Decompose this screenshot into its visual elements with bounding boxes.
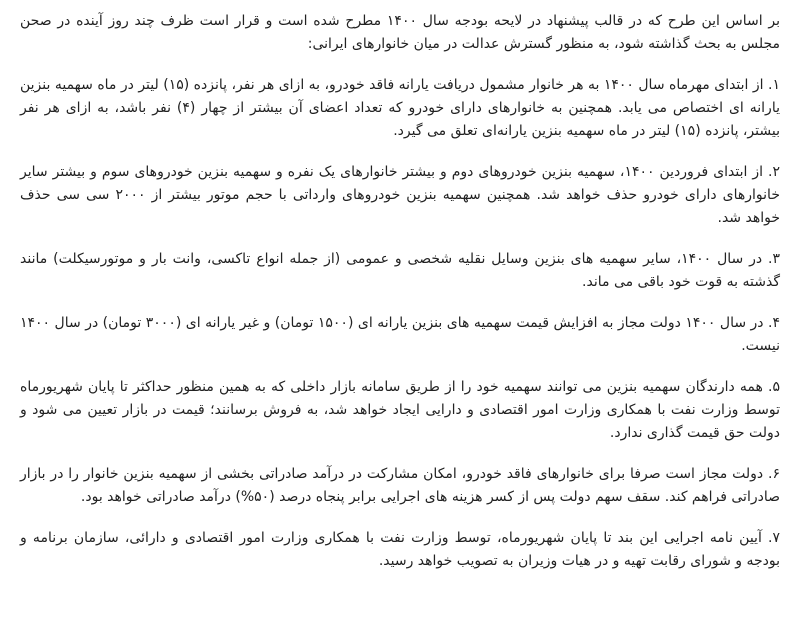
intro-paragraph: بر اساس این طرح که در قالب پیشنهاد در لایحه بودجه سال ۱۴۰۰ مطرح شده است و قرار است ظرف چند روز آینده در صحن مجلس به بحث گذاشته شود، به منظور گسترش عدالت در میان خانوارهای ایرانی:: [20, 13, 780, 52]
list-item-2: ۲. از ابتدای فروردین ۱۴۰۰، سهمیه بنزین خودروهای دوم و بیشتر خانوارهای یک نفره و سهمیه بنزین خودروهای سوم و بیشتر سایر خانوارهای دارای خودرو حذف خواهد شد. همچنین سهمیه بنزین خودروهای وارداتی با حجم موتور بیشتر از ۲۰۰۰ سی سی حذف خواهد شد.: [20, 164, 780, 226]
list-item-5: ۵. همه دارندگان سهمیه بنزین می توانند سهمیه خود را از طریق سامانه بازار داخلی که به همین منظور حداکثر تا پایان شهریورماه توسط وزارت نفت با همکاری وزارت امور اقتصادی و دارایی ایجاد خواهد شد، به فروش برسانند؛ قیمت در بازار تعیین می شود و دولت حق قیمت گذاری ندارد.: [20, 379, 780, 441]
list-item-4: ۴. در سال ۱۴۰۰ دولت مجاز به افزایش قیمت سهمیه های بنزین یارانه ای (۱۵۰۰ تومان) و غیر یارانه ای (۳۰۰۰ تومان) در سال ۱۴۰۰ نیست.: [20, 315, 780, 354]
list-item-3: ۳. در سال ۱۴۰۰، سایر سهمیه های بنزین وسایل نقلیه شخصی و عمومی (از جمله انواع تاکسی، وانت بار و موتورسیکلت) مانند گذشته به قوت خود باقی می ماند.: [20, 251, 781, 290]
list-item-6: ۶. دولت مجاز است صرفا برای خانوارهای فاقد خودرو، امکان مشارکت در درآمد صادراتی بخشی از سهمیه بنزین خانوار را در بازار صادراتی فراهم کند. سقف سهم دولت پس از کسر هزینه های اجرایی برابر پنجاه درصد (۵۰%) درآمد صادراتی خواهد بود.: [20, 466, 780, 505]
list-item-7: ۷. آیین نامه اجرایی این بند تا پایان شهریورماه، توسط وزارت نفت با همکاری وزارت امور اقتصادی و دارائی، سازمان برنامه و بودجه و شورای رقابت تهیه و در هیات وزیران به تصویب خواهد رسید.: [20, 530, 780, 569]
list-item-1: ۱. از ابتدای مهرماه سال ۱۴۰۰ به هر خانوار مشمول دریافت یارانه فاقد خودرو، به ازای هر نفر، پانزده (۱۵) لیتر در ماه سهمیه بنزین یارانه ای اختصاص می یابد. همچنین به خانوارهای دارای خودرو که تعداد اعضای آن بیشتر از چهار (۴) نفر باشد، به ازای هر نفر بیشتر، پانزده (۱۵) لیتر در ماه سهمیه بنزین یارانه‌ای تعلق می گیرد.: [20, 77, 780, 139]
